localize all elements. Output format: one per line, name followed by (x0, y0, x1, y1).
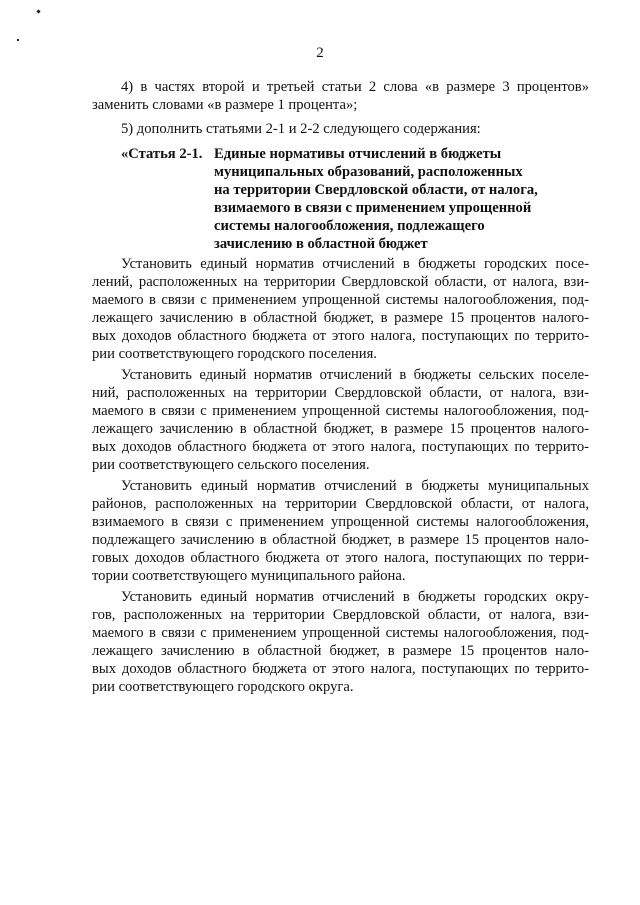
paragraph-line: рии соответствующего городского поселения. (92, 346, 377, 362)
item-5-line: 5) дополнить статьями 2-1 и 2-2 следующего содержания: (121, 121, 481, 137)
item-4-line: заменить словами «в размере 1 процента»; (92, 97, 358, 113)
scan-speck (36, 9, 40, 13)
article-title-line: взимаемого в связи с применением упрощенной (214, 200, 532, 216)
article-title-line: муниципальных образований, расположенных (214, 164, 523, 180)
paragraph-line: маемого в связи с применением упрощенной системы налогообложения, под- (92, 625, 589, 641)
item-4-line: 4) в частях второй и третьей статьи 2 слова «в размере 3 процентов» (121, 79, 589, 95)
paragraph-line: ний, расположенных на территории Свердловской области, от налога, взи- (92, 385, 589, 401)
paragraph-line: маемого в связи с применением упрощенной системы налогообложения, под- (92, 403, 589, 419)
paragraph-line: лежащего зачислению в областной бюджет, в размере 15 процентов налого- (92, 310, 589, 326)
paragraph-line: Установить единый норматив отчислений в бюджеты городских окру- (121, 589, 589, 605)
paragraph-line: рии соответствующего сельского поселения. (92, 457, 370, 473)
paragraph-line: лежащего зачислению в областной бюджет, в размере 15 процентов нало- (92, 643, 589, 659)
article-title-line: на территории Свердловской области, от налога, (214, 182, 538, 198)
page-number: 2 (316, 45, 324, 61)
paragraph-line: вых доходов областного бюджета от этого налога, поступающих по террито- (92, 328, 589, 344)
article-title-line: системы налогообложения, подлежащего (214, 218, 485, 234)
paragraph-line: взимаемого в связи с применением упрощенной системы налогообложения, (92, 514, 589, 530)
paragraph-line: маемого в связи с применением упрощенной системы налогообложения, под- (92, 292, 589, 308)
paragraph-line: лений, расположенных на территории Свердловской области, от налога, взи- (92, 274, 589, 290)
article-title-line: зачислению в областной бюджет (214, 236, 428, 252)
paragraph-line: Установить единый норматив отчислений в бюджеты муниципальных (121, 478, 589, 494)
paragraph-line: говых доходов областного бюджета от этого налога, поступающих по терри- (92, 550, 589, 566)
scan-speck (17, 39, 19, 41)
article-title-line: Единые нормативы отчислений в бюджеты (214, 146, 502, 162)
paragraph-line: районов, расположенных на территории Свердловской области, от налога, (92, 496, 589, 512)
paragraph-line: рии соответствующего городского округа. (92, 679, 354, 695)
paragraph-line: Установить единый норматив отчислений в бюджеты сельских поселе- (121, 367, 589, 383)
paragraph-line: вых доходов областного бюджета от этого налога, поступающих по террито- (92, 661, 589, 677)
paragraph-line: тории соответствующего муниципального района. (92, 568, 406, 584)
paragraph-line: вых доходов областного бюджета от этого налога, поступающих по террито- (92, 439, 589, 455)
article-number: «Статья 2-1. (121, 146, 203, 162)
paragraph-line: подлежащего зачислению в областной бюджет, в размере 15 процентов нало- (92, 532, 589, 548)
paragraph-line: гов, расположенных на территории Свердловской области, от налога, взи- (92, 607, 589, 623)
paragraph-line: лежащего зачислению в областной бюджет, в размере 15 процентов налого- (92, 421, 589, 437)
paragraph-line: Установить единый норматив отчислений в бюджеты городских посе- (121, 256, 589, 272)
